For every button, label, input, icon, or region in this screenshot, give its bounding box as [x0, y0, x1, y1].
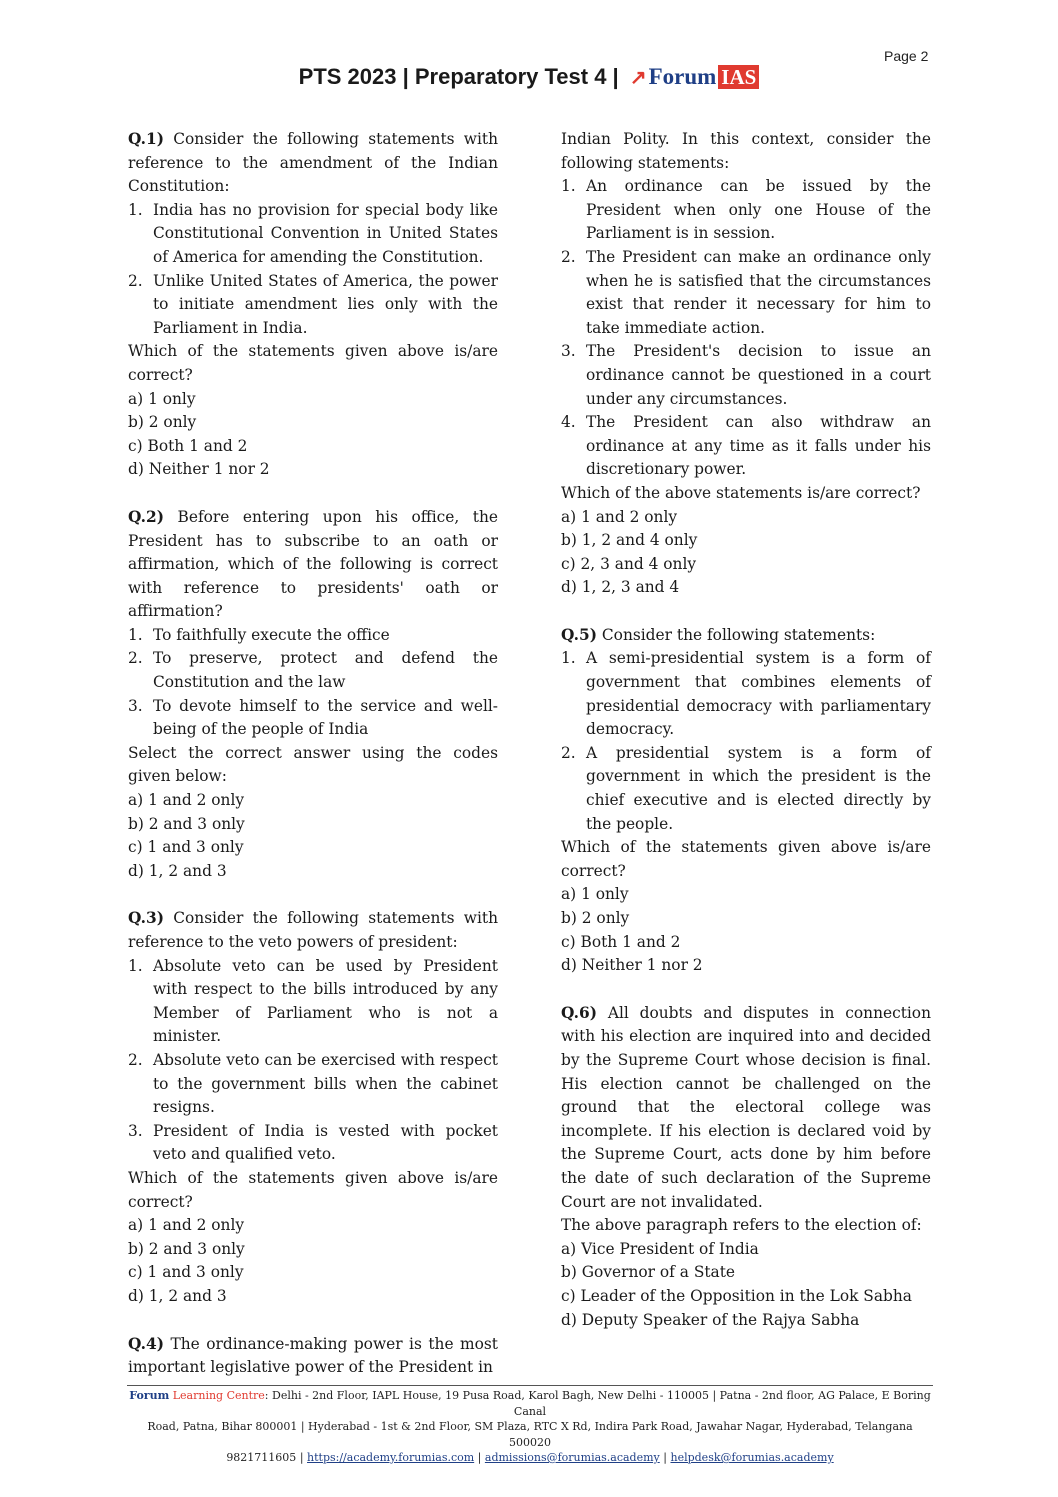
- option-b: b) 2 and 3 only: [128, 814, 245, 833]
- statement-item: 2. A presidential system is a form of government in which the president is the chief executive and is elected directly by the people.: [561, 743, 931, 833]
- question-number: Q.6): [561, 1003, 597, 1022]
- statement-item: 1. Absolute veto can be used by President with respect to the bills introduced by any Member of Parliament who is not a minister.: [128, 956, 498, 1046]
- page-footer: [127, 1388, 933, 1466]
- statement-item: 4. The President can also withdraw an ordinance at any time as it falls under his discretionary power.: [561, 413, 931, 479]
- academy-link[interactable]: https://academy.forumias.com: [307, 1451, 475, 1464]
- option-d: d) 1, 2 and 3: [128, 861, 227, 880]
- statement-item: 1. A semi-presidential system is a form of government that combines elements of presidential democracy with parliamentary democracy.: [561, 649, 931, 739]
- option-c: c) 2, 3 and 4 only: [561, 554, 697, 573]
- statement-item: 2. Unlike United States of America, the power to initiate amendment lies only with the Parliament in India.: [128, 271, 498, 337]
- question-stem: All doubts and disputes in connection with his election are inquired into and decided by the Supreme Court whose decision is final. His election cannot be challenged on the ground that the electoral college was incomplete. If his election is declared void by the Supreme Court, acts done by him before the date of such declaration of the Supreme Court are not invalidated.: [561, 1003, 931, 1211]
- footer-contacts: 9821711605 | https://academy.forumias.com | admissions@forumias.academy | helpdesk@forumias.academy: [226, 1451, 834, 1464]
- option-c: c) 1 and 3 only: [128, 838, 244, 857]
- statement-item: 2. The President can make an ordinance only when he is satisfied that the circumstances exist that render it necessary for him to take immediate action.: [561, 247, 931, 337]
- footer-divider: [127, 1385, 933, 1386]
- question-3: [128, 907, 498, 1308]
- question-prompt: Which of the statements given above is/are correct?: [561, 838, 931, 880]
- question-stem: Consider the following statements with reference to the veto powers of president:: [128, 909, 498, 951]
- question-number: Q.2): [128, 507, 164, 526]
- question-number: Q.4): [128, 1334, 164, 1353]
- option-b: b) 2 only: [128, 413, 197, 432]
- test-title: PTS 2023 | Preparatory Test 4 |: [298, 64, 619, 89]
- right-column: [561, 128, 931, 1356]
- option-a: a) 1 and 2 only: [561, 507, 678, 526]
- option-a: a) Vice President of India: [561, 1239, 759, 1258]
- question-stem: Before entering upon his office, the President has to subscribe to an oath or affirmation, which of the following is correct with reference to presidents' oath or affirmation?: [128, 507, 498, 621]
- option-d: d) Neither 1 nor 2: [128, 460, 270, 479]
- question-number: Q.3): [128, 909, 164, 928]
- option-a: a) 1 and 2 only: [128, 1216, 245, 1235]
- logo-arrow-icon: ↗: [629, 67, 647, 89]
- statement-item: 1. An ordinance can be issued by the President when only one House of the Parliament is in session.: [561, 177, 931, 243]
- option-a: a) 1 and 2 only: [128, 791, 245, 810]
- option-d: d) 1, 2, 3 and 4: [561, 578, 680, 597]
- option-b: b) 2 and 3 only: [128, 1239, 245, 1258]
- statement-item: 2. Absolute veto can be exercised with respect to the government bills when the cabinet resigns.: [128, 1050, 498, 1117]
- question-number: Q.5): [561, 625, 597, 644]
- question-4-continued: [561, 128, 931, 600]
- option-c: c) Both 1 and 2: [561, 932, 681, 951]
- admissions-email-link[interactable]: admissions@forumias.academy: [484, 1451, 660, 1464]
- question-5: [561, 624, 931, 978]
- question-prompt: Which of the statements given above is/are correct?: [128, 342, 498, 384]
- option-d: d) 1, 2 and 3: [128, 1286, 227, 1305]
- statement-item: 3. To devote himself to the service and well-being of the people of India: [128, 696, 498, 739]
- statement-item: 2. To preserve, protect and defend the Constitution and the law: [128, 649, 498, 692]
- option-d: d) Neither 1 nor 2: [561, 956, 703, 975]
- helpdesk-email-link[interactable]: helpdesk@forumias.academy: [670, 1451, 834, 1464]
- option-b: b) 1, 2 and 4 only: [561, 531, 698, 550]
- question-number: Q.1): [128, 130, 164, 148]
- option-c: c) Leader of the Opposition in the Lok Sabha: [561, 1286, 912, 1305]
- statement-item: 3. The President's decision to issue an ordinance cannot be questioned in a court under any circumstances.: [561, 342, 931, 408]
- left-column: [128, 128, 498, 1380]
- question-1: [128, 128, 498, 482]
- question-stem: Consider the following statements:: [601, 625, 876, 644]
- question-2: [128, 506, 498, 884]
- statement-item: 1. To faithfully execute the office: [128, 625, 390, 644]
- question-prompt: Select the correct answer using the codes given below:: [128, 743, 498, 786]
- question-stem: Indian Polity. In this context, consider the following statements:: [561, 130, 931, 172]
- question-4-start: [128, 1333, 498, 1380]
- option-a: a) 1 only: [561, 885, 629, 904]
- page-number: Page 2: [884, 48, 929, 64]
- statement-item: 1. India has no provision for special body like Constitutional Convention in United States of America for amending the Constitution.: [128, 200, 498, 266]
- question-prompt: Which of the statements given above is/are correct?: [128, 1168, 498, 1211]
- question-6: [561, 1002, 931, 1332]
- option-c: c) Both 1 and 2: [128, 436, 248, 455]
- option-c: c) 1 and 3 only: [128, 1263, 244, 1282]
- forumias-logo: ↗Forum IAS: [630, 64, 760, 90]
- page-header: [0, 64, 1058, 90]
- option-b: b) 2 only: [561, 909, 630, 927]
- question-prompt: Which of the above statements is/are correct?: [561, 483, 921, 502]
- statement-item: 3. President of India is vested with pocket veto and qualified veto.: [128, 1121, 498, 1164]
- question-stem: The ordinance-making power is the most important legislative power of the President in: [128, 1334, 498, 1377]
- option-a: a) 1 only: [128, 389, 196, 408]
- question-prompt: The above paragraph refers to the election of:: [561, 1216, 922, 1235]
- question-stem: Consider the following statements with reference to the amendment of the Indian Constitution:: [128, 130, 498, 196]
- option-b: b) Governor of a State: [561, 1263, 736, 1282]
- footer-address: Forum Learning Centre: Delhi - 2nd Floor, IAPL House, 19 Pusa Road, Karol Bagh, New Delhi - 110005 | Patna - 2nd floor, AG Palace, E Boring Canal: [129, 1389, 931, 1418]
- footer-address-line2: Road, Patna, Bihar 800001 | Hyderabad - 1st & 2nd Floor, SM Plaza, RTC X Rd, Indira Park Road, Jawahar Nagar, Hyderabad, Telangana 500020: [147, 1420, 913, 1449]
- option-d: d) Deputy Speaker of the Rajya Sabha: [561, 1310, 860, 1329]
- footer-phone: 9821711605: [226, 1451, 297, 1464]
